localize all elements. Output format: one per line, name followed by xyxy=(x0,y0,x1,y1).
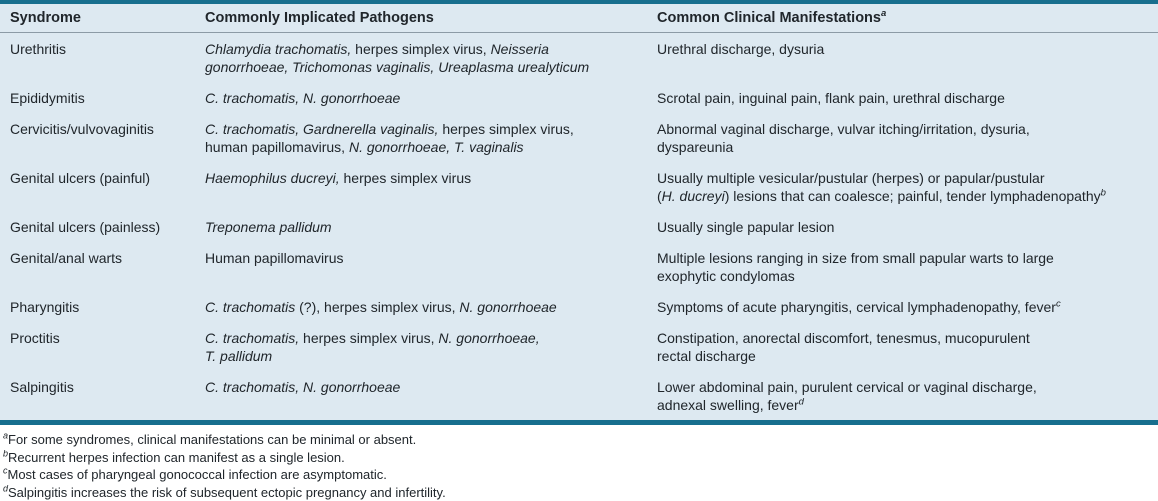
column-header-label: Syndrome xyxy=(10,10,81,26)
text-segment: Urethral discharge, dysuria xyxy=(657,40,825,57)
text-segment: rectal discharge xyxy=(657,347,756,364)
footnote-line xyxy=(3,466,1150,484)
text-segment: C. trachomatis, N. gonorrhoeae xyxy=(205,89,401,106)
text-segment: ) lesions that can coalesce; painful, tender lymphadenopathy xyxy=(724,187,1101,204)
text-segment: dyspareunia xyxy=(657,138,734,155)
footnote-marker-ref: c xyxy=(1055,297,1061,309)
text-segment: herpes simplex virus, xyxy=(351,40,491,57)
pathogens-cell xyxy=(205,40,657,76)
footnote-marker: b xyxy=(3,448,9,459)
text-segment: C. trachomatis xyxy=(205,298,296,315)
text-segment: adnexal swelling, fever xyxy=(657,396,799,413)
text-segment: (?), herpes simplex virus, xyxy=(295,298,460,315)
syndrome-cell: Pharyngitis xyxy=(10,298,80,315)
text-segment: Human papillomavirus xyxy=(205,249,344,266)
footnote-line xyxy=(3,484,1150,501)
text-segment: N. gonorrhoeae, xyxy=(438,329,540,346)
text-segment: ( xyxy=(657,187,662,204)
footnote-text: Most cases of pharyngeal gonococcal infection are asymptomatic. xyxy=(7,467,387,482)
footnote-marker: a xyxy=(3,430,9,441)
manifestations-cell xyxy=(657,249,1150,285)
text-segment: Constipation, anorectal discomfort, tenesmus, mucopurulent xyxy=(657,329,1030,346)
manifestations-cell xyxy=(657,89,1150,107)
text-segment: Symptoms of acute pharyngitis, cervical lymphadenopathy, fever xyxy=(657,298,1056,315)
text-segment: Scrotal pain, inguinal pain, flank pain, urethral discharge xyxy=(657,89,1005,106)
text-segment: C. trachomatis, N. gonorrhoeae xyxy=(205,378,401,395)
footnote-marker: d xyxy=(3,483,9,494)
footnote-text: Salpingitis increases the risk of subsequent ectopic pregnancy and infertility. xyxy=(8,484,446,500)
manifestations-cell xyxy=(657,218,1150,236)
manifestations-cell xyxy=(657,378,1150,414)
text-segment: Haemophilus ducreyi, xyxy=(205,169,340,186)
pathogens-cell xyxy=(205,329,657,365)
column-header-pathogens xyxy=(205,9,657,27)
footnote-line xyxy=(3,431,1150,449)
column-header-label: Common Clinical Manifestations xyxy=(657,10,881,26)
text-segment: C. trachomatis, xyxy=(205,329,300,346)
table-row xyxy=(0,113,1158,162)
footnote-text: Recurrent herpes infection can manifest as a single lesion. xyxy=(8,449,345,465)
text-segment: Lower abdominal pain, purulent cervical or vaginal discharge, xyxy=(657,378,1037,395)
text-segment: human papillomavirus, xyxy=(205,138,349,155)
pathogens-cell xyxy=(205,378,657,414)
text-segment: C. trachomatis, Gardnerella vaginalis, xyxy=(205,120,439,137)
footnote-line xyxy=(3,449,1150,467)
table-row xyxy=(0,242,1158,291)
footnote-marker-ref: d xyxy=(798,395,804,407)
table-header xyxy=(0,4,1158,33)
text-segment: N. gonorrhoeae xyxy=(459,298,557,315)
text-segment: exophytic condylomas xyxy=(657,267,795,284)
syndrome-cell: Genital ulcers (painful) xyxy=(10,169,151,186)
column-header-label: Commonly Implicated Pathogens xyxy=(205,10,434,26)
table-row xyxy=(0,322,1158,371)
pathogens-cell xyxy=(205,89,657,107)
text-segment: gonorrhoeae, Trichomonas vaginalis, Ureaplasma urealyticum xyxy=(205,58,590,75)
text-segment: Usually single papular lesion xyxy=(657,218,835,235)
text-segment: Usually multiple vesicular/pustular (herpes) or papular/pustular xyxy=(657,169,1045,186)
table-row xyxy=(0,162,1158,211)
pathogens-cell xyxy=(205,298,657,316)
pathogens-cell xyxy=(205,169,657,205)
text-segment: Treponema pallidum xyxy=(205,218,332,235)
footnote-marker: c xyxy=(3,465,8,476)
pathogens-cell xyxy=(205,218,657,236)
syndrome-cell: Proctitis xyxy=(10,329,60,346)
text-segment: N. gonorrhoeae, T. vaginalis xyxy=(348,138,524,155)
pathogens-cell xyxy=(205,249,657,285)
syndrome-cell: Urethritis xyxy=(10,40,67,57)
column-header-manifestations xyxy=(657,9,1150,27)
syndrome-cell: Epididymitis xyxy=(10,89,85,106)
manifestations-cell xyxy=(657,169,1150,205)
header-footnote-marker: a xyxy=(880,8,887,20)
pathogens-cell xyxy=(205,120,657,156)
table-row xyxy=(0,211,1158,242)
syndrome-cell: Genital/anal warts xyxy=(10,249,123,266)
manifestations-cell xyxy=(657,40,1150,76)
footnote-text: For some syndromes, clinical manifestations can be minimal or absent. xyxy=(8,432,417,447)
text-segment: Abnormal vaginal discharge, vulvar itching/irritation, dysuria, xyxy=(657,120,1030,137)
text-segment: Neisseria xyxy=(490,40,549,57)
text-segment: H. ducreyi xyxy=(661,187,725,204)
column-header-syndrome xyxy=(10,9,205,27)
manifestations-cell xyxy=(657,298,1150,316)
manifestations-cell xyxy=(657,120,1150,156)
table-row xyxy=(0,291,1158,322)
text-segment: herpes simplex virus xyxy=(339,169,472,186)
text-segment: T. pallidum xyxy=(205,347,273,364)
manifestations-cell xyxy=(657,329,1150,365)
table-body xyxy=(0,33,1158,420)
table-row xyxy=(0,82,1158,113)
footnotes xyxy=(0,425,1158,501)
syndrome-cell: Cervicitis/vulvovaginitis xyxy=(10,120,154,137)
text-segment: Chlamydia trachomatis, xyxy=(205,40,352,57)
text-segment: herpes simplex virus, xyxy=(299,329,439,346)
table-row xyxy=(0,371,1158,420)
footnote-marker-ref: b xyxy=(1100,186,1106,198)
syndrome-cell: Salpingitis xyxy=(10,378,74,395)
table-row xyxy=(0,33,1158,82)
text-segment: herpes simplex virus, xyxy=(438,120,574,137)
text-segment: Multiple lesions ranging in size from small papular warts to large xyxy=(657,249,1054,266)
syndrome-cell: Genital ulcers (painless) xyxy=(10,218,161,235)
